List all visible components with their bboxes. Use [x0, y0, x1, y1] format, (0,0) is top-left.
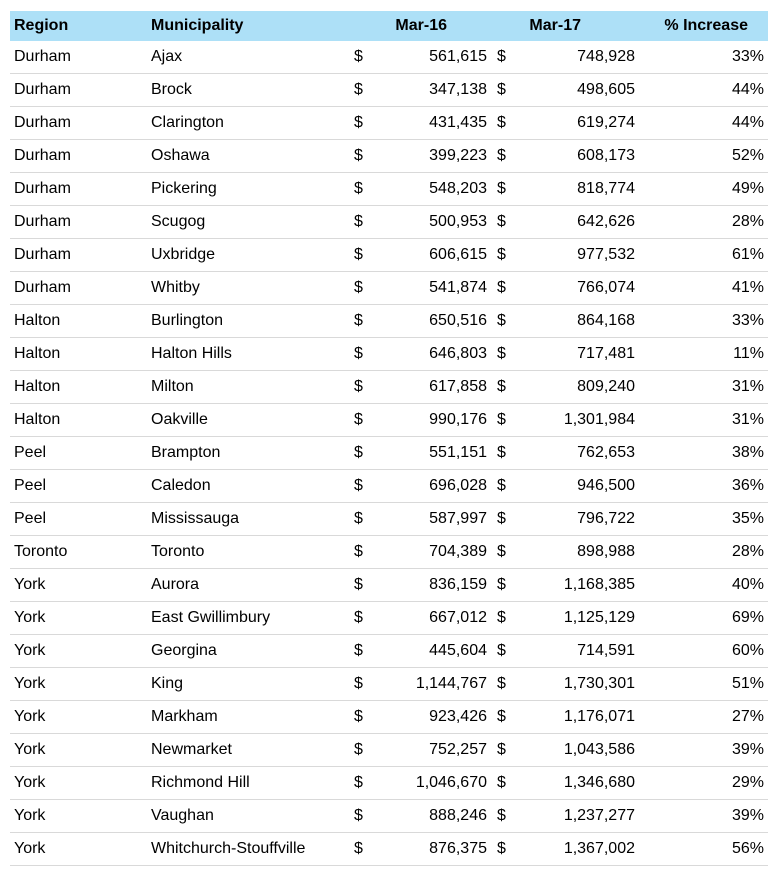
cell-currency-mar16: $	[354, 180, 363, 197]
cell-region: York	[14, 840, 46, 857]
cell-increase: 60%	[731, 642, 764, 659]
cell-increase: 38%	[731, 444, 764, 461]
cell-increase: 36%	[731, 477, 764, 494]
cell-currency-mar16: $	[354, 81, 363, 98]
cell-increase: 69%	[731, 609, 764, 626]
cell-mar17: 717,481	[577, 345, 635, 362]
cell-municipality: Milton	[151, 378, 194, 395]
cell-currency-mar17: $	[497, 807, 506, 824]
cell-increase: 33%	[731, 312, 764, 329]
cell-currency-mar16: $	[354, 213, 363, 230]
cell-mar17: 864,168	[577, 312, 635, 329]
cell-municipality: Pickering	[151, 180, 217, 197]
cell-mar16: 990,176	[429, 411, 487, 428]
table-row	[10, 569, 768, 602]
cell-currency-mar16: $	[354, 345, 363, 362]
cell-municipality: Clarington	[151, 114, 224, 131]
cell-increase: 40%	[731, 576, 764, 593]
cell-mar17: 1,237,277	[563, 807, 635, 824]
cell-municipality: Vaughan	[151, 807, 214, 824]
cell-currency-mar17: $	[497, 840, 506, 857]
cell-currency-mar17: $	[497, 246, 506, 263]
cell-municipality: Caledon	[151, 477, 211, 494]
header-region: Region	[14, 17, 69, 34]
table-row	[10, 833, 768, 866]
cell-mar16: 399,223	[429, 147, 487, 164]
table-row	[10, 305, 768, 338]
cell-region: Toronto	[14, 543, 68, 560]
cell-mar16: 650,516	[429, 312, 487, 329]
cell-mar17: 1,301,984	[563, 411, 635, 428]
cell-increase: 31%	[731, 411, 764, 428]
cell-region: York	[14, 675, 46, 692]
cell-region: Peel	[14, 477, 47, 494]
cell-increase: 29%	[731, 774, 764, 791]
table-row	[10, 140, 768, 173]
table-row	[10, 635, 768, 668]
cell-currency-mar16: $	[354, 279, 363, 296]
cell-currency-mar16: $	[354, 477, 363, 494]
table-row	[10, 701, 768, 734]
cell-increase: 39%	[731, 741, 764, 758]
cell-municipality: Toronto	[151, 543, 205, 560]
table-row	[10, 41, 768, 74]
cell-mar17: 1,176,071	[563, 708, 635, 725]
cell-increase: 33%	[731, 48, 764, 65]
cell-mar16: 500,953	[429, 213, 487, 230]
table-row	[10, 74, 768, 107]
cell-region: York	[14, 642, 46, 659]
cell-region: Halton	[14, 312, 61, 329]
cell-municipality: East Gwillimbury	[151, 609, 271, 626]
cell-currency-mar16: $	[354, 708, 363, 725]
cell-currency-mar16: $	[354, 444, 363, 461]
cell-currency-mar17: $	[497, 411, 506, 428]
cell-region: Durham	[14, 81, 71, 98]
table-row	[10, 338, 768, 371]
table-row	[10, 437, 768, 470]
cell-mar17: 1,346,680	[563, 774, 635, 791]
cell-increase: 52%	[731, 147, 764, 164]
cell-currency-mar17: $	[497, 81, 506, 98]
cell-mar16: 923,426	[429, 708, 487, 725]
table-row	[10, 404, 768, 437]
cell-municipality: Burlington	[151, 312, 224, 329]
cell-currency-mar16: $	[354, 840, 363, 857]
cell-mar16: 704,389	[429, 543, 487, 560]
cell-municipality: Halton Hills	[151, 345, 232, 362]
cell-mar17: 1,730,301	[563, 675, 635, 692]
cell-currency-mar17: $	[497, 147, 506, 164]
cell-increase: 44%	[731, 81, 764, 98]
cell-region: Halton	[14, 378, 61, 395]
cell-currency-mar17: $	[497, 774, 506, 791]
cell-currency-mar16: $	[354, 675, 363, 692]
cell-municipality: Richmond Hill	[151, 774, 250, 791]
table-row	[10, 602, 768, 635]
table-row	[10, 734, 768, 767]
cell-region: Durham	[14, 48, 71, 65]
table-row	[10, 503, 768, 536]
cell-currency-mar16: $	[354, 48, 363, 65]
cell-mar16: 1,144,767	[415, 675, 487, 692]
cell-region: York	[14, 774, 46, 791]
cell-mar16: 561,615	[429, 48, 487, 65]
cell-municipality: Mississauga	[151, 510, 240, 527]
cell-increase: 41%	[731, 279, 764, 296]
cell-municipality: Aurora	[151, 576, 200, 593]
table-row	[10, 107, 768, 140]
cell-municipality: Brampton	[151, 444, 221, 461]
cell-currency-mar17: $	[497, 48, 506, 65]
table-row	[10, 173, 768, 206]
cell-increase: 27%	[731, 708, 764, 725]
cell-municipality: Oakville	[151, 411, 208, 428]
cell-increase: 44%	[731, 114, 764, 131]
cell-mar16: 888,246	[429, 807, 487, 824]
cell-currency-mar17: $	[497, 312, 506, 329]
cell-currency-mar17: $	[497, 345, 506, 362]
cell-currency-mar17: $	[497, 543, 506, 560]
cell-mar17: 608,173	[577, 147, 635, 164]
cell-region: Durham	[14, 147, 71, 164]
cell-currency-mar16: $	[354, 411, 363, 428]
header-municipality: Municipality	[151, 17, 244, 34]
cell-mar17: 818,774	[577, 180, 635, 197]
cell-increase: 51%	[731, 675, 764, 692]
cell-municipality: King	[151, 675, 184, 692]
table-row	[10, 272, 768, 305]
cell-currency-mar17: $	[497, 213, 506, 230]
cell-region: Durham	[14, 114, 71, 131]
cell-region: Durham	[14, 279, 71, 296]
table-row	[10, 668, 768, 701]
cell-currency-mar16: $	[354, 114, 363, 131]
cell-currency-mar17: $	[497, 510, 506, 527]
cell-currency-mar16: $	[354, 642, 363, 659]
cell-municipality: Brock	[151, 81, 192, 98]
header-mar17: Mar-17	[529, 17, 581, 34]
cell-region: York	[14, 807, 46, 824]
cell-currency-mar17: $	[497, 642, 506, 659]
cell-mar17: 946,500	[577, 477, 635, 494]
cell-municipality: Whitchurch-Stouffville	[151, 840, 306, 857]
header-increase: % Increase	[664, 17, 748, 34]
cell-currency-mar17: $	[497, 180, 506, 197]
table-row	[10, 536, 768, 569]
cell-mar17: 1,168,385	[563, 576, 635, 593]
cell-currency-mar16: $	[354, 246, 363, 263]
cell-increase: 56%	[731, 840, 764, 857]
table-row	[10, 371, 768, 404]
cell-mar17: 1,367,002	[563, 840, 635, 857]
cell-currency-mar17: $	[497, 609, 506, 626]
cell-mar17: 642,626	[577, 213, 635, 230]
cell-mar17: 898,988	[577, 543, 635, 560]
cell-municipality: Ajax	[151, 48, 183, 65]
cell-mar16: 548,203	[429, 180, 487, 197]
cell-increase: 28%	[731, 213, 764, 230]
cell-currency-mar17: $	[497, 444, 506, 461]
cell-mar16: 696,028	[429, 477, 487, 494]
cell-mar16: 431,435	[429, 114, 487, 131]
table-body	[10, 41, 768, 866]
cell-mar17: 1,043,586	[563, 741, 635, 758]
cell-region: Peel	[14, 444, 47, 461]
cell-region: Halton	[14, 411, 61, 428]
cell-municipality: Uxbridge	[151, 246, 216, 263]
cell-mar17: 762,653	[577, 444, 635, 461]
cell-increase: 28%	[731, 543, 764, 560]
cell-region: York	[14, 741, 46, 758]
cell-increase: 61%	[731, 246, 764, 263]
cell-region: York	[14, 708, 46, 725]
cell-mar16: 836,159	[429, 576, 487, 593]
cell-currency-mar16: $	[354, 543, 363, 560]
cell-increase: 39%	[731, 807, 764, 824]
cell-mar16: 606,615	[429, 246, 487, 263]
cell-currency-mar17: $	[497, 708, 506, 725]
cell-currency-mar16: $	[354, 774, 363, 791]
cell-mar16: 551,151	[429, 444, 487, 461]
cell-municipality: Whitby	[151, 279, 200, 296]
cell-municipality: Oshawa	[151, 147, 210, 164]
cell-mar16: 752,257	[429, 741, 487, 758]
cell-mar17: 796,722	[577, 510, 635, 527]
cell-mar16: 1,046,670	[415, 774, 487, 791]
cell-currency-mar16: $	[354, 576, 363, 593]
header-mar16: Mar-16	[395, 17, 447, 34]
cell-currency-mar17: $	[497, 741, 506, 758]
cell-currency-mar17: $	[497, 675, 506, 692]
cell-currency-mar16: $	[354, 510, 363, 527]
cell-mar17: 619,274	[577, 114, 635, 131]
table-row	[10, 470, 768, 503]
table-row	[10, 800, 768, 833]
cell-mar16: 876,375	[429, 840, 487, 857]
cell-region: Durham	[14, 213, 71, 230]
cell-municipality: Scugog	[151, 213, 206, 230]
cell-mar17: 748,928	[577, 48, 635, 65]
cell-municipality: Georgina	[151, 642, 217, 659]
cell-mar16: 646,803	[429, 345, 487, 362]
cell-region: Durham	[14, 246, 71, 263]
cell-region: Halton	[14, 345, 61, 362]
cell-increase: 35%	[731, 510, 764, 527]
cell-increase: 49%	[731, 180, 764, 197]
cell-mar16: 445,604	[429, 642, 487, 659]
cell-mar16: 617,858	[429, 378, 487, 395]
cell-currency-mar17: $	[497, 576, 506, 593]
cell-mar17: 714,591	[577, 642, 635, 659]
cell-currency-mar17: $	[497, 477, 506, 494]
cell-mar17: 977,532	[577, 246, 635, 263]
cell-mar16: 667,012	[429, 609, 487, 626]
cell-region: Peel	[14, 510, 47, 527]
price-table	[10, 11, 768, 866]
cell-mar17: 809,240	[577, 378, 635, 395]
cell-currency-mar16: $	[354, 609, 363, 626]
cell-mar16: 587,997	[429, 510, 487, 527]
cell-mar17: 1,125,129	[563, 609, 635, 626]
cell-currency-mar16: $	[354, 741, 363, 758]
cell-municipality: Markham	[151, 708, 218, 725]
cell-mar16: 347,138	[429, 81, 487, 98]
table-row	[10, 767, 768, 800]
cell-currency-mar16: $	[354, 807, 363, 824]
cell-mar16: 541,874	[429, 279, 487, 296]
table-row	[10, 239, 768, 272]
cell-currency-mar16: $	[354, 147, 363, 164]
cell-region: York	[14, 576, 46, 593]
cell-currency-mar17: $	[497, 279, 506, 296]
cell-currency-mar16: $	[354, 378, 363, 395]
cell-region: Durham	[14, 180, 71, 197]
cell-mar17: 766,074	[577, 279, 635, 296]
cell-increase: 31%	[731, 378, 764, 395]
cell-currency-mar17: $	[497, 378, 506, 395]
table-row	[10, 206, 768, 239]
cell-mar17: 498,605	[577, 81, 635, 98]
cell-municipality: Newmarket	[151, 741, 232, 758]
cell-region: York	[14, 609, 46, 626]
cell-increase: 11%	[733, 345, 764, 362]
cell-currency-mar16: $	[354, 312, 363, 329]
table-header-row	[10, 11, 768, 41]
cell-currency-mar17: $	[497, 114, 506, 131]
